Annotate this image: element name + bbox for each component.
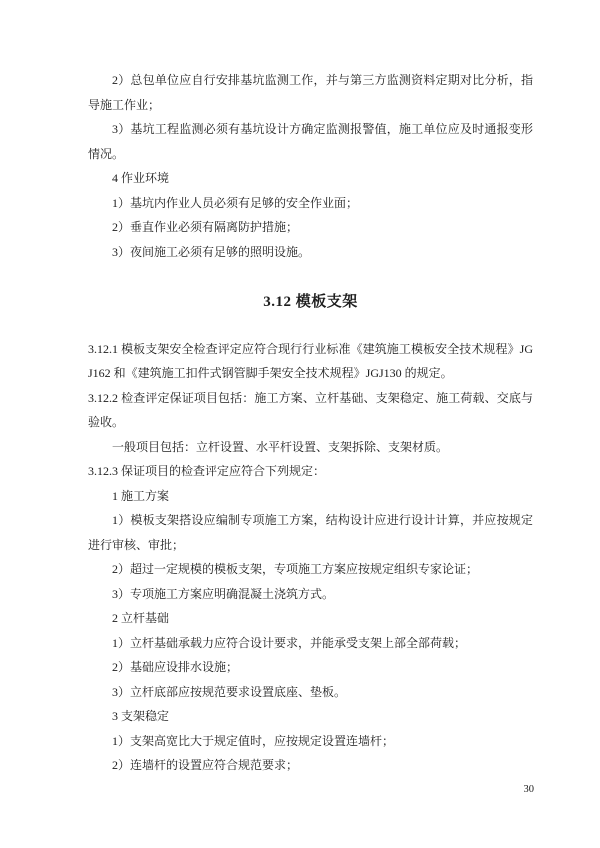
document-body <box>88 68 533 778</box>
paragraph: 1）基坑内作业人员必须有足够的安全作业面； <box>112 195 359 210</box>
paragraph: 1 施工方案 <box>112 488 170 503</box>
paragraph: 3）基坑工程监测必须有基坑设计方确定监测报警值，施工单位应及时通报变形情况。 <box>88 122 533 161</box>
paragraph: 一般项目包括：立杆设置、水平杆设置、支架拆除、支架材质。 <box>112 439 449 454</box>
paragraph: 3.12.3 保证项目的检查评定应符合下列规定： <box>88 464 326 478</box>
page-number: 30 <box>523 784 534 795</box>
paragraph: 4 作业环境 <box>112 171 170 185</box>
paragraph: 2）超过一定规模的模板支架，专项施工方案应按规定组织专家论证； <box>112 562 479 576</box>
paragraph: 3）专项施工方案应明确混凝土浇筑方式。 <box>112 586 335 601</box>
paragraph: 2）基础应设排水设施； <box>112 660 239 674</box>
paragraph: 3.12.1 模板支架安全检查评定应符合现行行业标准《建筑施工模板安全技术规程》JGJ162 和《建筑施工扣件式钢管脚手架安全技术规程》JGJ130 的规定。 <box>88 341 533 380</box>
paragraph: 1）立杆基础承载力应符合设计要求，并能承受支架上部全部荷载； <box>112 635 467 650</box>
paragraph: 3.12.2 检查评定保证项目包括：施工方案、立杆基础、支架稳定、施工荷载、交底与验收。 <box>88 390 533 429</box>
section-heading: 3.12 模板支架 <box>263 294 358 310</box>
paragraph: 2 立杆基础 <box>112 611 170 625</box>
paragraph: 3 支架稳定 <box>112 709 170 723</box>
paragraph: 1）模板支架搭设应编制专项施工方案，结构设计应进行设计计算，并应按规定进行审核、审批； <box>88 513 533 552</box>
paragraph: 2）总包单位应自行安排基坑监测工作，并与第三方监测资料定期对比分析，指导施工作业； <box>88 73 533 112</box>
paragraph: 3）夜间施工必须有足够的照明设施。 <box>112 244 311 259</box>
paragraph: 1）支架高宽比大于规定值时，应按规定设置连墙杆； <box>112 733 395 748</box>
paragraph: 3）立杆底部应按规范要求设置底座、垫板。 <box>112 684 347 699</box>
paragraph: 2）垂直作业必须有隔离防护措施； <box>112 220 299 234</box>
paragraph: 2）连墙杆的设置应符合规范要求； <box>112 758 299 772</box>
